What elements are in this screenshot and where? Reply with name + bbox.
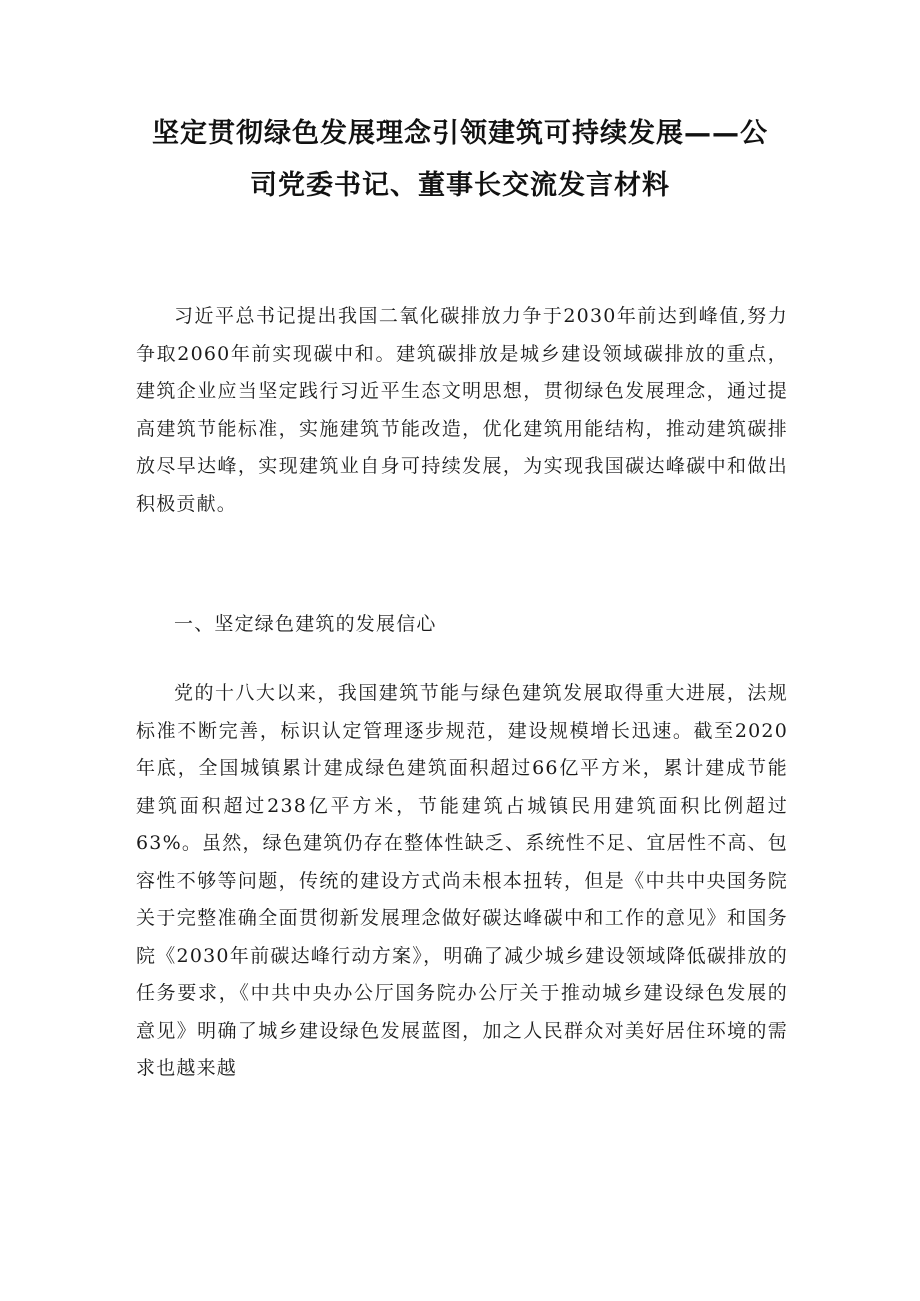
document-title-line-2: 司党委书记、董事长交流发言材料 bbox=[250, 170, 670, 201]
section-heading-1: 一、坚定绿色建筑的发展信心 bbox=[174, 613, 437, 635]
document-title bbox=[120, 108, 800, 212]
document-title-line-1: 坚定贯彻绿色发展理念引领建筑可持续发展——公 bbox=[152, 118, 768, 149]
section-1-paragraph: 党的十八大以来，我国建筑节能与绿色建筑发展取得重大进展，法规标准不断完善，标识认定管理逐步规范，建设规模增长迅速。截至2020年底，全国城镇累计建成绿色建筑面积超过66亿平方米，累计建成节能建筑面积超过238亿平方米，节能建筑占城镇民用建筑面积比例超过63%。虽然，绿色建筑仍存在整体性缺乏、系统性不足、宜居性不高、包容性不够等问题，传统的建设方式尚未根本扭转，但是《中共中央国务院关于完整准确全面贯彻新发展理念做好碳达峰碳中和工作的意见》和国务院《2030年前碳达峰行动方案》，明确了减少城乡建设领域降低碳排放的任务要求，《中共中央办公厅国务院办公厅关于推动城乡建设绿色发展的意见》明确了城乡建设绿色发展蓝图，加之人民群众对美好居住环境的需求也越来越 bbox=[136, 682, 788, 1079]
intro-paragraph: 习近平总书记提出我国二氧化碳排放力争于2030年前达到峰值,努力争取2060年前实现碳中和。建筑碳排放是城乡建设领域碳排放的重点，建筑企业应当坚定践行习近平生态文明思想，贯彻绿色发展理念，通过提高建筑节能标准，实施建筑节能改造，优化建筑用能结构，推动建筑碳排放尽早达峰，实现建筑业自身可持续发展，为实现我国碳达峰碳中和做出积极贡献。 bbox=[136, 305, 788, 515]
